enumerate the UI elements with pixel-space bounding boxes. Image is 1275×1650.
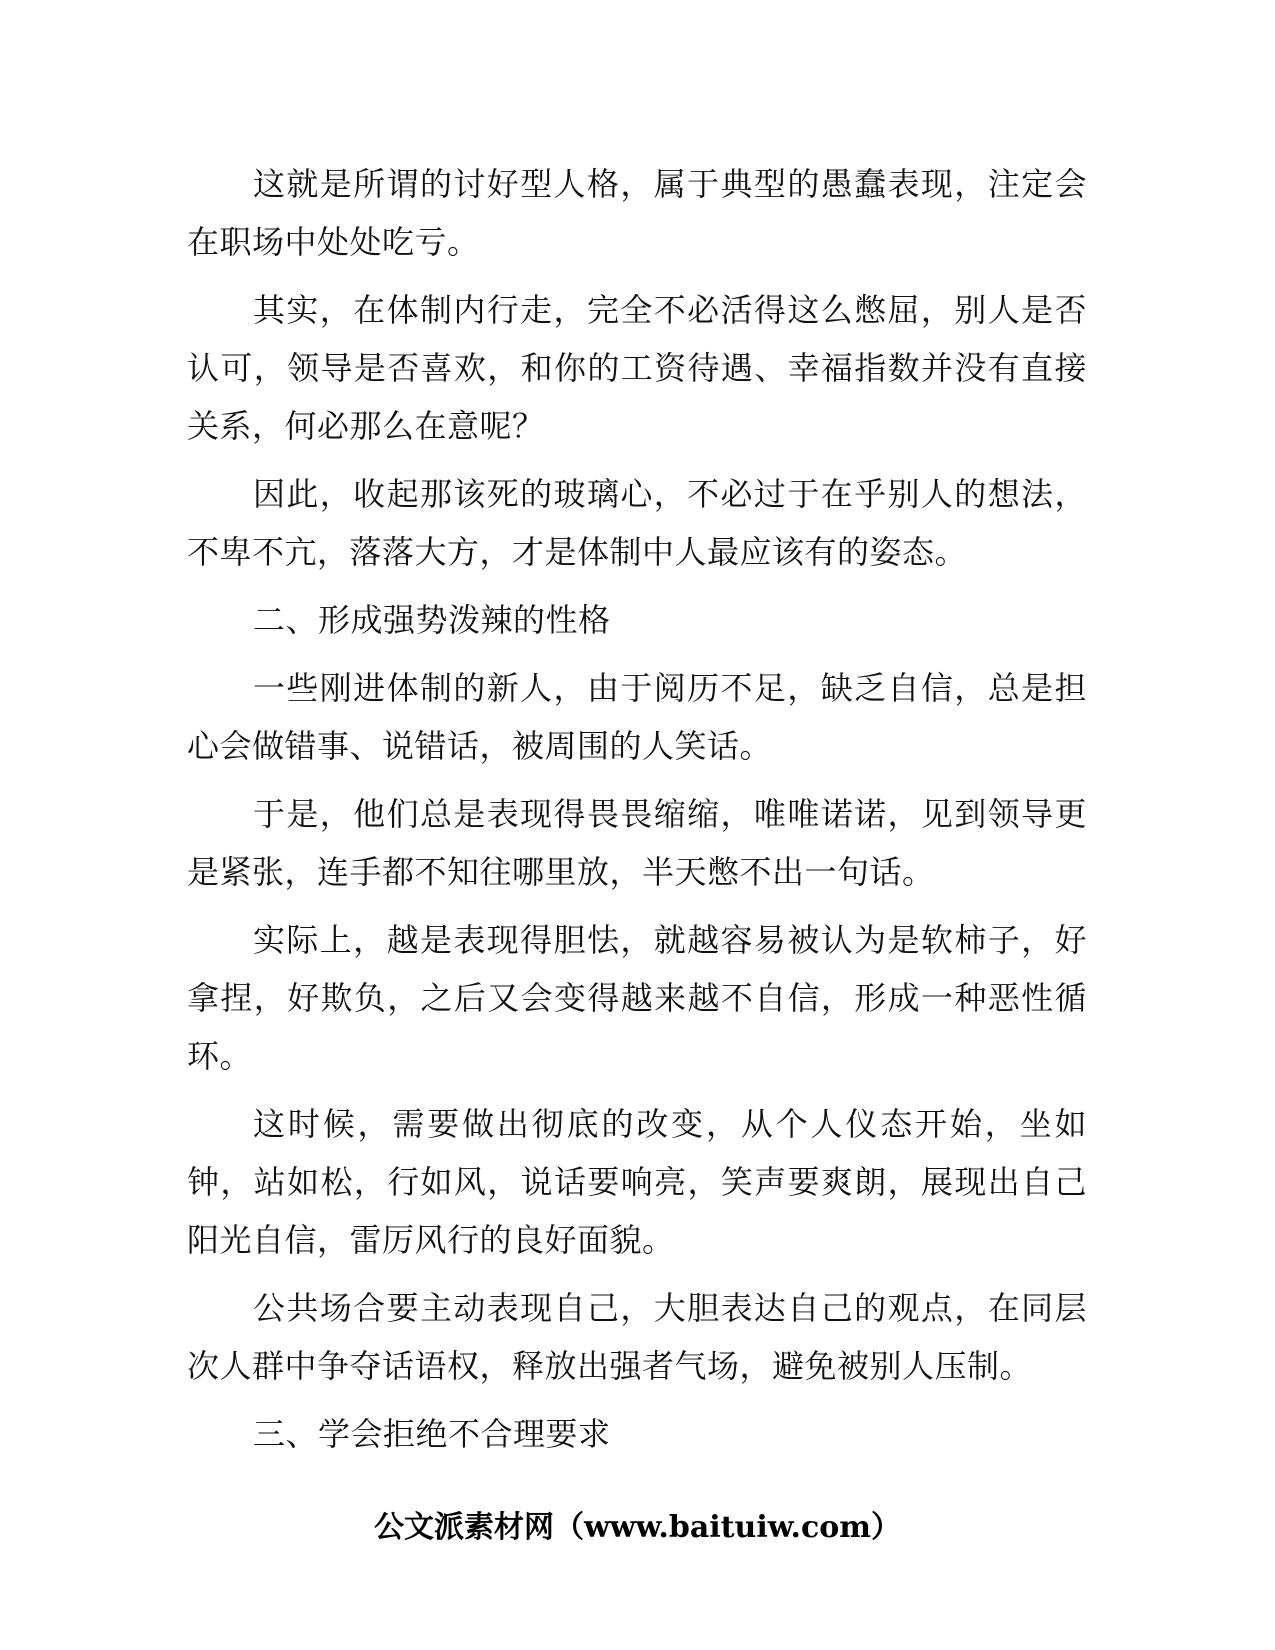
article-body — [187, 155, 1087, 1473]
paragraph-3: 因此，收起那该死的玻璃心，不必过于在乎别人的想法，不卑不亢，落落大方，才是体制中人最应该有的姿态。 — [187, 475, 1087, 571]
paragraph-7: 这时候，需要做出彻底的改变，从个人仪态开始，坐如钟，站如松，行如风，说话要响亮，笑声要爽朗，展现出自己阳光自信，雷厉风行的良好面貌。 — [187, 1105, 1087, 1259]
paragraph-2: 其实，在体制内行走，完全不必活得这么憋屈，别人是否认可，领导是否喜欢，和你的工资待遇、幸福指数并没有直接关系，何必那么在意呢？ — [187, 291, 1087, 445]
paragraph-4: 一些刚进体制的新人，由于阅历不足，缺乏自信，总是担心会做错事、说错话，被周围的人笑话。 — [187, 669, 1087, 765]
paragraph-1: 这就是所谓的讨好型人格，属于典型的愚蠢表现，注定会在职场中处处吃亏。 — [187, 165, 1087, 261]
paragraph-6: 实际上，越是表现得胆怯，就越容易被认为是软柿子，好拿捏，好欺负，之后又会变得越来越不自信，形成一种恶性循环。 — [187, 921, 1087, 1075]
footer-watermark: 公文派素材网（www.baituiw.com） — [373, 1510, 902, 1545]
section-heading-3: 三、学会拒绝不合理要求 — [253, 1415, 611, 1453]
paragraph-8: 公共场合要主动表现自己，大胆表达自己的观点，在同层次人群中争夺话语权，释放出强者气场，避免被别人压制。 — [187, 1289, 1087, 1385]
section-heading-2: 二、形成强势泼辣的性格 — [253, 601, 611, 639]
paragraph-5: 于是，他们总是表现得畏畏缩缩，唯唯诺诺，见到领导更是紧张，连手都不知往哪里放，半天憋不出一句话。 — [187, 795, 1087, 891]
